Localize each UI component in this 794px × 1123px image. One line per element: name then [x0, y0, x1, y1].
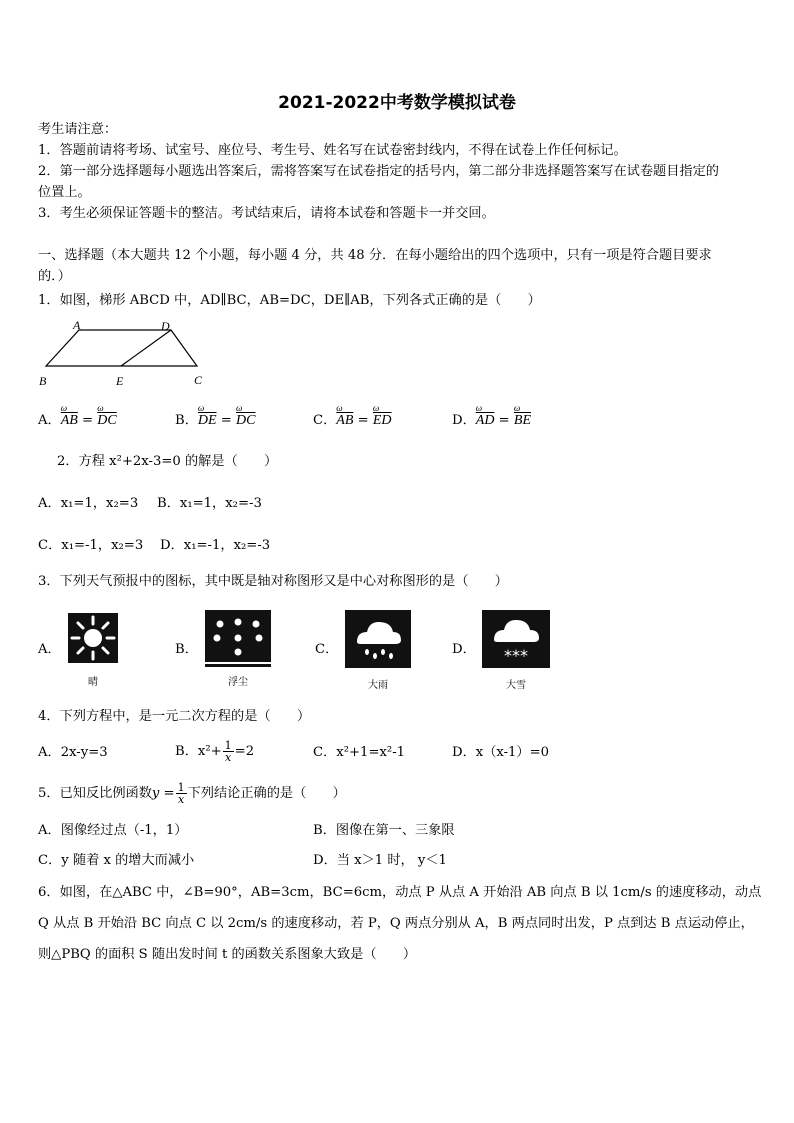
dust-icon [205, 610, 271, 668]
q1-option-a[interactable]: A．ω $\overline{AB} = \omega$ $\overline{DC}$ [38, 410, 117, 431]
q6-line-3: 则△PBQ 的面积 S 随出发时间 t 的函数关系图象大致是（ ） [38, 947, 417, 962]
q5-option-a[interactable]: A．图像经过点（-1，1） [38, 823, 188, 838]
sun-icon [68, 613, 118, 663]
q2-option-d[interactable]: D．x₁=-1，x₂=-3 [160, 538, 271, 553]
q4-option-d[interactable]: D．x（x-1）=0 [452, 745, 550, 760]
q3-stem: 3．下列天气预报中的图标，其中既是轴对称图形又是中心对称图形的是（ ） [38, 574, 508, 589]
q5-option-c[interactable]: C．y 随着 x 的增大而减小 [38, 853, 195, 868]
q1-option-d[interactable]: D．ω $\overline{AD} = \omega$ $\overline{BE}$ [452, 410, 531, 431]
q3-option-b-letter[interactable]: B． [175, 642, 198, 657]
notice-item-3: 3．考生必须保证答题卡的整洁。考试结束后，请将本试卷和答题卡一并交回。 [38, 206, 495, 221]
q3-label-d: 大雪 [506, 680, 526, 691]
q4-option-a[interactable]: A．2x-y=3 [38, 745, 108, 760]
q2-option-b[interactable]: B．x₁=1，x₂=-3 [157, 496, 262, 511]
q3-option-d-letter[interactable]: D． [452, 642, 476, 657]
q5-stem: 5．已知反比例函数y = $\frac{1}{x}$ 下列结论正确的是（ ） [38, 781, 346, 806]
notice-item-1: 1．答题前请将考场、试室号、座位号、考生号、姓名写在试卷密封线内，不得在试卷上作任何标记。 [38, 143, 627, 158]
label-a: A [73, 318, 81, 332]
q6-line-1: 6．如图，在△ABC 中，∠B=90°，AB=3cm，BC=6cm，动点 P 从点 A 开始沿 AB 向点 B 以 1cm/s 的速度移动，动点 [38, 885, 762, 900]
q2-option-a[interactable]: A．x₁=1，x₂=3 [38, 496, 139, 511]
heavy-rain-icon [345, 610, 411, 668]
q3-label-a: 晴 [88, 677, 98, 688]
notice-item-2-cont: 位置上。 [38, 185, 91, 200]
q3-label-c: 大雨 [368, 680, 388, 691]
q5-option-d[interactable]: D．当 x＞1 时， y＜1 [313, 853, 447, 868]
q1-option-b[interactable]: B．ω $\overline{DE} = \omega$ $\overline{DC}$ [175, 410, 255, 431]
q4-stem: 4．下列方程中，是一元二次方程的是（ ） [38, 709, 311, 724]
q6-line-2: Q 从点 B 开始沿 BC 向点 C 以 2cm/s 的速度移动，若 P，Q 两点分别从 A，B 两点同时出发，P 点到达 B 点运动停止， [38, 916, 754, 931]
label-d: D [161, 319, 170, 333]
q3-option-a-letter[interactable]: A． [38, 642, 61, 657]
label-e: E [116, 374, 124, 388]
q3-option-c-letter[interactable]: C． [315, 642, 339, 657]
q3-label-b: 浮尘 [228, 677, 248, 688]
section-heading-cont: 的．） [38, 269, 71, 284]
q2-option-c[interactable]: C．x₁=-1，x₂=3 [38, 538, 144, 553]
label-c: C [194, 373, 203, 387]
label-b: B [39, 374, 47, 388]
q4-option-c[interactable]: C．x²+1=x²-1 [313, 745, 406, 760]
trapezoid-figure [36, 318, 212, 392]
section-heading: 一、选择题（本大题共 12 个小题，每小题 4 分，共 48 分．在每小题给出的四个选项中，只有一项是符合题目要求 [38, 248, 712, 263]
q1-stem: 1．如图，梯形 ABCD 中，AD∥BC，AB=DC，DE∥AB，下列各式正确的是（ ） [38, 293, 541, 308]
notice-item-2: 2．第一部分选择题每小题选出答案后，需将答案写在试卷指定的括号内，第二部分非选择题答案写在试卷题目指定的 [38, 164, 719, 179]
svg-text:***: *** [504, 646, 528, 665]
heavy-snow-icon [482, 610, 550, 668]
q1-option-c[interactable]: C．ω $\overline{AB} = \omega$ $\overline{ED}$ [313, 410, 392, 431]
trapezoid-outline [46, 330, 197, 366]
q5-option-b[interactable]: B．图像在第一、三象限 [313, 823, 455, 838]
notice-heading: 考生请注意： [38, 122, 118, 137]
q2-stem: 2．方程 x²+2x-3=0 的解是（ ） [57, 454, 278, 469]
q4-option-b[interactable]: B．x²+ $\frac{1}{x}$ =2 [175, 739, 255, 764]
segment-de [121, 330, 171, 366]
page-title: 2021-2022中考数学模拟试卷 [278, 93, 516, 113]
